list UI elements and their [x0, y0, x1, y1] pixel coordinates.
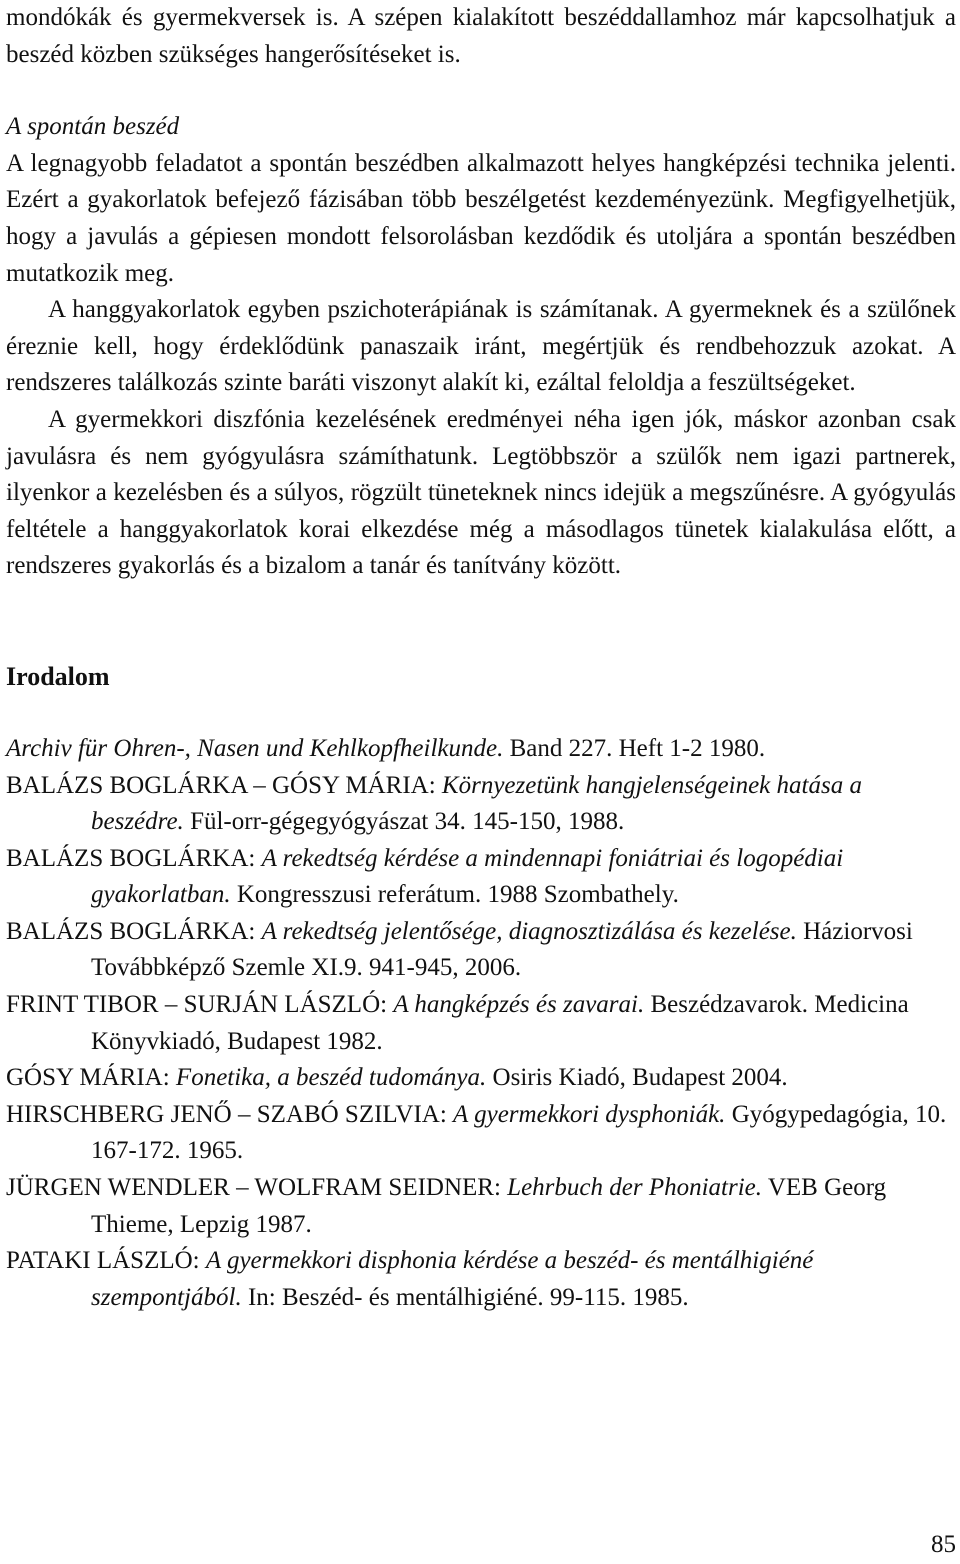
reference-title: Archiv für Ohren-, Nasen und Kehlkopfheilkunde.: [6, 734, 504, 762]
reference-item: [6, 768, 956, 841]
reference-author: BALÁZS BOGLÁRKA:: [6, 844, 262, 872]
reference-author: GÓSY MÁRIA:: [6, 1064, 176, 1092]
reference-author: HIRSCHBERG JENŐ – SZABÓ SZILVIA:: [6, 1100, 454, 1128]
reference-item: [6, 841, 956, 914]
reference-title: Lehrbuch der Phoniatrie.: [507, 1174, 763, 1202]
reference-title: A hangképzés és zavarai.: [393, 991, 645, 1019]
page-number: 85: [931, 1531, 956, 1558]
reference-author: BALÁZS BOGLÁRKA – GÓSY MÁRIA:: [6, 771, 442, 799]
reference-title: A gyermekkori dysphoniák.: [453, 1100, 726, 1128]
reference-item: [6, 987, 956, 1060]
reference-author: PATAKI LÁSZLÓ:: [6, 1247, 206, 1275]
reference-source: Band 227. Heft 1-2 1980.: [503, 734, 766, 762]
reference-title: A gyermekkori disphonia kérdése a beszéd- és mentálhigiéné szempontjából.: [91, 1247, 814, 1311]
reference-source: VEB Georg Thieme, Lepzig 1987.: [91, 1174, 887, 1238]
reference-title: A rekedtség jelentősége, diagnosztizálása és kezelése.: [261, 917, 797, 945]
reference-item: [6, 1170, 956, 1243]
reference-source: Beszédzavarok. Medicina Könyvkiadó, Budapest 1982.: [91, 991, 909, 1055]
reference-author: BALÁZS BOGLÁRKA:: [6, 917, 262, 945]
reference-title: Környezetünk hangjelenségeinek hatása a beszédre.: [91, 771, 862, 836]
reference-source: In: Beszéd- és mentálhigiéné. 99-115. 1985.: [241, 1283, 689, 1311]
intro-paragraph: mondókák és gyermekversek is. A szépen kialakított beszéddallamhoz már kapcsolhatjuk a beszéd közben szükséges hangerősítéseket is.: [6, 4, 956, 68]
reference-item: [6, 1060, 956, 1097]
reference-item: [6, 1097, 956, 1170]
reference-author: JÜRGEN WENDLER – WOLFRAM SEIDNER:: [6, 1174, 508, 1202]
body-paragraph: A hanggyakorlatok egyben pszichoterápiának is számítanak. A gyermeknek és a szülőnek éreznie kell, hogy érdeklődünk panaszaik iránt, megértjük és rendbehozzuk azokat. A rendszeres találkozás szinte baráti viszonyt alakít ki, ezáltal feloldja a feszültségeket.: [6, 296, 956, 397]
reference-item: [6, 731, 956, 768]
reference-title: Fonetika, a beszéd tudománya.: [175, 1064, 487, 1092]
reference-title: A rekedtség kérdése a mindennapi foniátriai és logopédiai gyakorlatban.: [91, 844, 844, 909]
body-paragraph: A gyermekkori diszfónia kezelésének eredményei néha igen jók, máskor azonban csak javulásra és nem gyógyulásra számíthatunk. Legtöbbször a szülők nem igazi partnerek, ilyenkor a kezelésben és a súlyos, rögzült tüneteknek nincs idejük a megszűnésre. A gyógyulás feltétele a hanggyakorlatok korai elkezdése még a másodlagos tünetek kialakulása előtt, a rendszeres gyakorlás és a bizalom a tanár és tanítvány között.: [6, 405, 956, 580]
section-subheading: A spontán beszéd: [6, 113, 180, 141]
reference-list: [6, 731, 956, 1317]
reference-source: Osiris Kiadó, Budapest 2004.: [486, 1064, 788, 1092]
reference-source: Gyógypedagógia, 10. 167-172. 1965.: [91, 1100, 947, 1165]
section-heading: Irodalom: [6, 661, 110, 691]
reference-source: Háziorvosi Továbbképző Szemle XI.9. 941-945, 2006.: [91, 917, 913, 982]
reference-item: [6, 914, 956, 987]
reference-source: Fül-orr-gégegyógyászat 34. 145-150, 1988.: [183, 808, 625, 836]
body-paragraph: A legnagyobb feladatot a spontán beszédben alkalmazott helyes hangképzési technika jelenti. Ezért a gyakorlatok befejező fázisában több beszélgetést kezdeményezünk. Megfigyelhetjük, hogy a javulás a gépiesen mondott felsorolásban kezdődik és utoljára a spontán beszédben mutatkozik meg.: [6, 149, 956, 287]
reference-author: FRINT TIBOR – SURJÁN LÁSZLÓ:: [6, 991, 394, 1019]
document-page: [6, 0, 956, 1316]
reference-item: [6, 1243, 956, 1316]
reference-source: Kongresszusi referátum. 1988 Szombathely.: [230, 881, 679, 909]
